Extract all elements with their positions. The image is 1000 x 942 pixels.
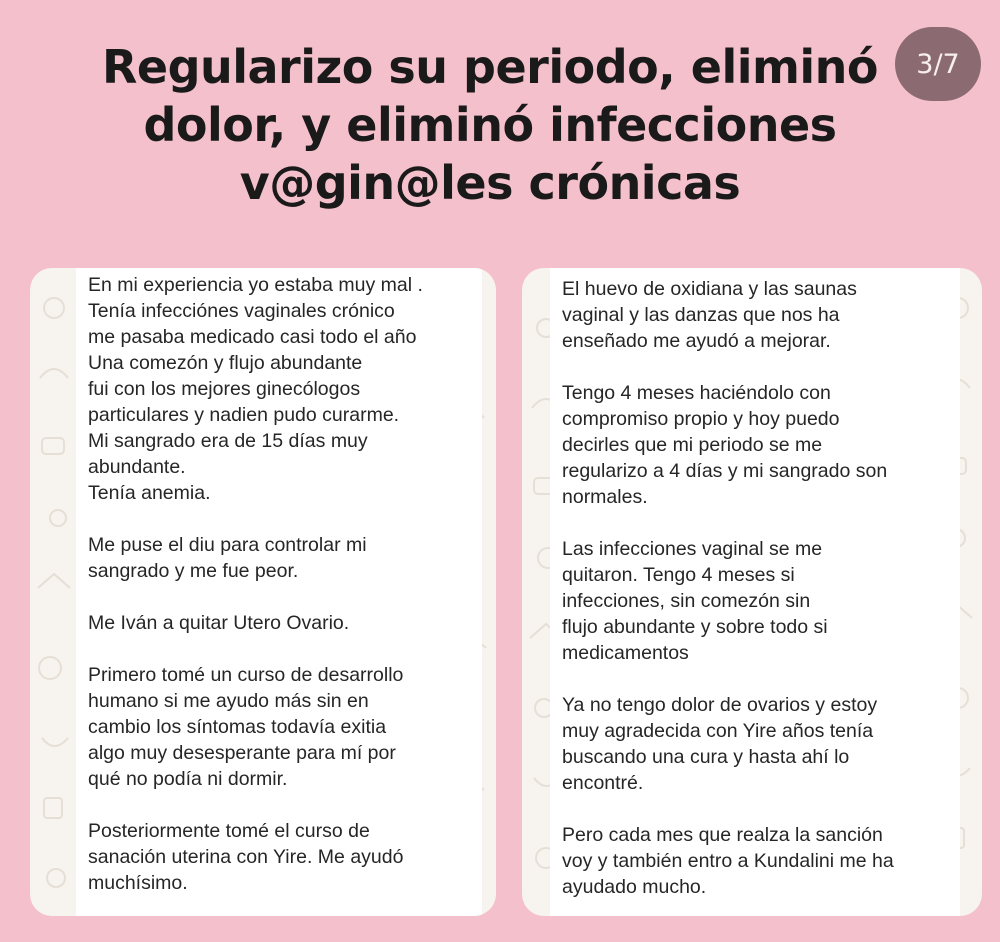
message-text bbox=[562, 276, 956, 916]
message-paragraph bbox=[88, 818, 478, 896]
chat-wallpaper-pattern bbox=[30, 268, 80, 916]
text-line: Primero tomé un curso de desarrollo bbox=[88, 664, 404, 686]
text-line: Las infecciones vaginal se me bbox=[562, 538, 823, 560]
text-line: fui con los mejores ginecólogos bbox=[88, 378, 361, 400]
text-line: quitaron. Tengo 4 meses si bbox=[562, 564, 795, 586]
text-line: ayudado mucho. bbox=[562, 876, 707, 898]
text-line: infecciones, sin comezón sin bbox=[562, 590, 811, 612]
text-line: cambio los síntomas todavía exitia bbox=[88, 716, 387, 738]
text-line: abundante. bbox=[88, 456, 186, 478]
post-title bbox=[40, 38, 940, 212]
text-line: Ya no tengo dolor de ovarios y estoy bbox=[562, 694, 878, 716]
text-line: particulares y nadien pudo curarme. bbox=[88, 404, 400, 426]
text-line: Mi sangrado era de 15 días muy bbox=[88, 430, 368, 452]
message-bubble bbox=[76, 268, 482, 916]
testimonial-screenshot-left bbox=[30, 268, 496, 916]
text-line: algo muy desesperante para mí por bbox=[88, 742, 396, 764]
message-paragraph bbox=[562, 380, 956, 510]
text-line: compromiso propio y hoy puedo bbox=[562, 408, 840, 430]
text-line: Tengo 4 meses haciéndolo con bbox=[562, 382, 831, 404]
message-paragraph bbox=[88, 532, 478, 584]
text-line: flujo abundante y sobre todo si bbox=[562, 616, 828, 638]
text-line: sangrado y me fue peor. bbox=[88, 560, 299, 582]
text-line: qué no podía ni dormir. bbox=[88, 768, 288, 790]
message-paragraph bbox=[562, 276, 956, 354]
text-line: medicamentos bbox=[562, 642, 689, 664]
text-line: decirles que mi periodo se me bbox=[562, 434, 823, 456]
message-paragraph bbox=[562, 536, 956, 666]
text-line: buscando una cura y hasta ahí lo bbox=[562, 746, 850, 768]
text-line: voy y también entro a Kundalini me ha bbox=[562, 850, 894, 872]
text-line: encontré. bbox=[562, 772, 644, 794]
text-line: Pero cada mes que realza la sanción bbox=[562, 824, 883, 846]
title-line: Regularizo su periodo, eliminó bbox=[101, 40, 879, 94]
title-line: dolor, y eliminó infecciones bbox=[143, 98, 837, 152]
message-text bbox=[88, 272, 478, 916]
text-line: Una comezón y flujo abundante bbox=[88, 352, 363, 374]
text-line: Tenía anemia. bbox=[88, 482, 211, 504]
message-paragraph bbox=[88, 610, 478, 636]
text-line: Tenía infecciónes vaginales crónico bbox=[88, 300, 395, 322]
text-line: enseñado me ayudó a mejorar. bbox=[562, 330, 831, 352]
text-line: humano si me ayudo más sin en bbox=[88, 690, 369, 712]
page-indicator-badge bbox=[895, 27, 981, 101]
text-line: me pasaba medicado casi todo el año bbox=[88, 326, 417, 348]
text-line: sanación uterina con Yire. Me ayudó bbox=[88, 846, 404, 868]
text-line: Posteriormente tomé el curso de bbox=[88, 820, 370, 842]
message-paragraph bbox=[88, 272, 478, 506]
text-line: En mi experiencia yo estaba muy mal . bbox=[88, 274, 423, 296]
message-bubble bbox=[550, 268, 960, 916]
text-line: El huevo de oxidiana y las saunas bbox=[562, 278, 857, 300]
text-line: muchísimo. bbox=[88, 872, 188, 894]
title-line: v@gin@les crónicas bbox=[239, 156, 741, 210]
text-line: normales. bbox=[562, 486, 648, 508]
text-line: vaginal y las danzas que nos ha bbox=[562, 304, 840, 326]
text-line: Me Iván a quitar Utero Ovario. bbox=[88, 612, 350, 634]
testimonial-screenshot-right bbox=[522, 268, 982, 916]
text-line: Me puse el diu para controlar mi bbox=[88, 534, 367, 556]
message-paragraph bbox=[88, 662, 478, 792]
text-line: regularizo a 4 días y mi sangrado son bbox=[562, 460, 888, 482]
text-line: muy agradecida con Yire años tenía bbox=[562, 720, 874, 742]
message-paragraph bbox=[562, 822, 956, 900]
page-indicator-text: 3/7 bbox=[916, 48, 960, 80]
message-paragraph bbox=[562, 692, 956, 796]
